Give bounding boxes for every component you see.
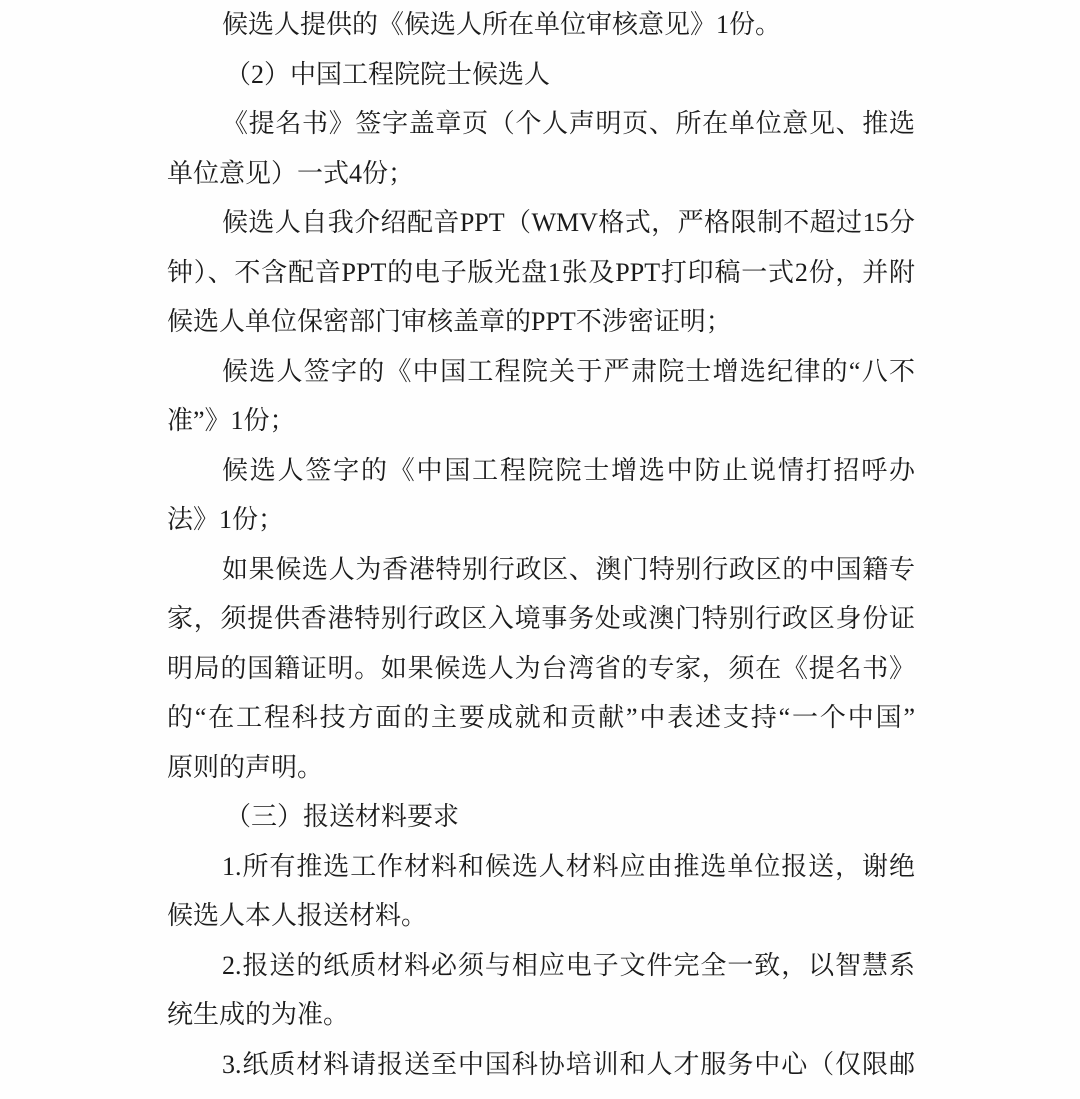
text-line: 明局的国籍证明。如果候选人为台湾省的专家，须在《提名书》 [167, 653, 915, 683]
text-line: 候选人本人报送材料。 [167, 901, 428, 930]
paragraph [167, 941, 915, 1040]
text-line: 候选人签字的《中国工程院院士增选中防止说情打招呼办 [222, 455, 915, 485]
text-line: 《提名书》签字盖章页（个人声明页、所在单位意见、推选 [222, 109, 915, 138]
document-body [167, 0, 915, 1089]
text-line: 准”》1份； [167, 406, 296, 435]
text-line: 单位意见）一式4份； [167, 158, 415, 188]
paragraph [167, 347, 915, 446]
heading-text: （2）中国工程院院士候选人 [225, 59, 551, 89]
text-line: 原则的声明。 [167, 752, 324, 782]
text-line: 统生成的为准。 [167, 1000, 350, 1029]
text-line: 候选人提供的《候选人所在单位审核意见》1份。 [222, 10, 782, 39]
paragraph [167, 842, 915, 941]
paragraph [167, 0, 915, 50]
section-heading [167, 792, 915, 842]
text-line: 候选人单位保密部门审核盖章的PPT不涉密证明； [167, 307, 732, 336]
text-line: 钟）、不含配音PPT的电子版光盘1张及PPT打印稿一式2份，并附 [167, 257, 915, 287]
text-line: 的“在工程科技方面的主要成就和贡献”中表述支持“一个中国” [167, 703, 915, 732]
text-line: 法》1份； [167, 505, 285, 534]
paragraph [167, 1040, 915, 1090]
heading-text: （三）报送材料要求 [225, 802, 460, 831]
text-line: 家，须提供香港特别行政区入境事务处或澳门特别行政区身份证 [167, 604, 915, 633]
section-heading [167, 50, 915, 100]
paragraph [167, 99, 915, 198]
text-line: 候选人自我介绍配音PPT（WMV格式，严格限制不超过15分 [222, 208, 915, 237]
paragraph [167, 198, 915, 347]
paragraph [167, 545, 915, 793]
text-line: 候选人签字的《中国工程院关于严肃院士增选纪律的“八不 [222, 356, 915, 386]
text-line: 如果候选人为香港特别行政区、澳门特别行政区的中国籍专 [222, 554, 915, 584]
text-line: 2.报送的纸质材料必须与相应电子文件完全一致，以智慧系 [222, 950, 915, 980]
paragraph [167, 446, 915, 545]
text-line: 3.纸质材料请报送至中国科协培训和人才服务中心（仅限邮 [222, 1049, 915, 1079]
text-line: 1.所有推选工作材料和候选人材料应由推选单位报送，谢绝 [222, 851, 915, 881]
